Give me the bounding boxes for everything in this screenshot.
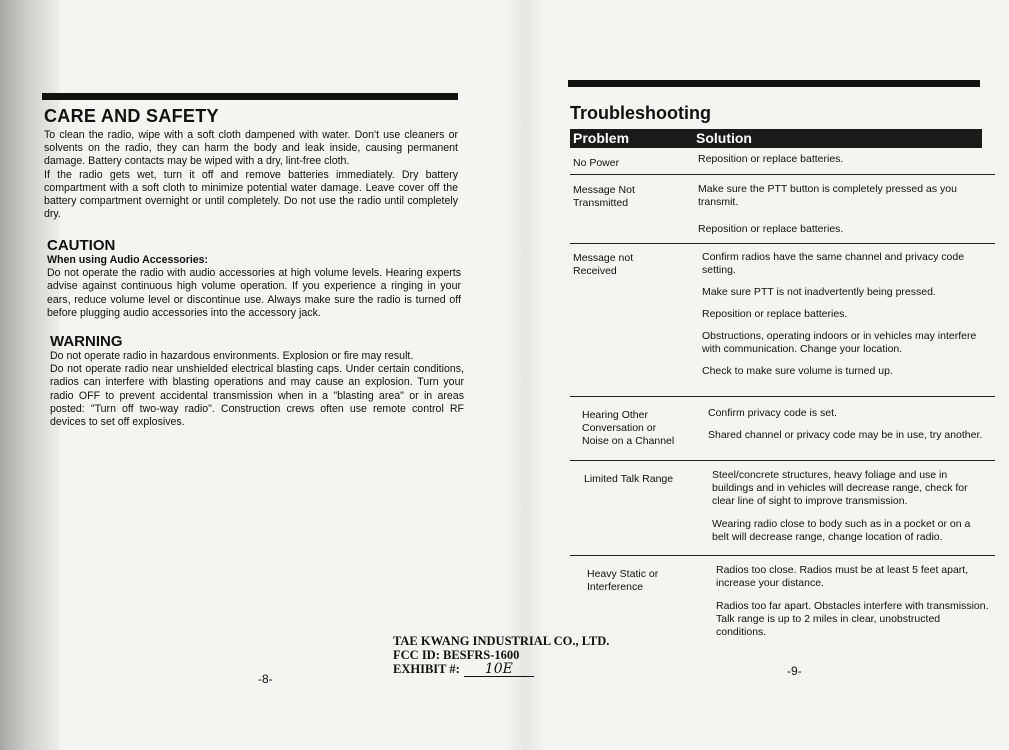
row-solution: Make sure PTT is not inadvertently being pressed. bbox=[702, 286, 936, 298]
row-solution: Reposition or replace batteries. bbox=[698, 223, 844, 235]
row-solutions bbox=[712, 461, 990, 544]
row-solution: Shared channel or privacy code may be in use, try another. bbox=[708, 429, 983, 441]
row-solution: Radios too far apart. Obstacles interfere with transmission. Talk range is up to 2 miles in clear, unobstructed conditions. bbox=[716, 600, 989, 638]
table-row bbox=[570, 556, 995, 648]
warning-paragraph: Do not operate radio in hazardous environments. Explosion or fire may result. bbox=[50, 350, 414, 362]
table-row bbox=[570, 397, 995, 461]
row-solutions bbox=[716, 556, 992, 639]
row-solution: Confirm radios have the same channel and privacy code setting. bbox=[702, 251, 965, 276]
stamp-exhibit-label: EXHIBIT #: bbox=[393, 662, 460, 676]
caution-heading: CAUTION bbox=[47, 237, 116, 254]
row-solutions bbox=[698, 148, 988, 166]
row-problem: Heavy Static or Interference bbox=[587, 568, 659, 593]
row-solution: Obstructions, operating indoors or in vehicles may interfere with communication. Change your location. bbox=[702, 330, 977, 355]
row-problem: No Power bbox=[573, 157, 620, 169]
header-problem: Problem bbox=[573, 130, 630, 146]
row-solution: Check to make sure volume is turned up. bbox=[702, 365, 893, 377]
row-solution: Wearing radio close to body such as in a pocket or on a belt will decrease range, change location of radio. bbox=[712, 518, 971, 543]
row-solution: Confirm privacy code is set. bbox=[708, 407, 837, 419]
stamp-fcc-id: FCC ID: BESFRS-1600 bbox=[393, 648, 520, 662]
header-solution: Solution bbox=[696, 130, 752, 146]
caution-text: Do not operate the radio with audio accessories at high volume levels. Hearing experts advise against continuous high volume operation. If you experience a ringing in your ears, reduce volume level or discontinue use. Always make sure the radio is turned off before plugging audio accessories into the accessory jack. bbox=[47, 267, 461, 319]
caution-section bbox=[47, 237, 461, 320]
table-header bbox=[570, 129, 982, 148]
care-paragraph: To clean the radio, wipe with a soft cloth dampened with water. Don't use cleaners or solvents on the radio, they can harm the body and leak inside, causing permanent damage. Battery contacts may be wiped with a dry, lint-free cloth. bbox=[44, 129, 458, 168]
stamp-exhibit-value: 10E bbox=[464, 662, 534, 677]
table-row bbox=[570, 148, 995, 175]
care-safety-heading: CARE AND SAFETY bbox=[44, 106, 219, 126]
row-problem: Hearing Other Conversation or Noise on a Channel bbox=[582, 409, 675, 447]
row-solution: Reposition or replace batteries. bbox=[702, 308, 848, 320]
care-paragraph: If the radio gets wet, turn it off and remove batteries immediately. Dry battery compartment with a soft cloth to minimize potential water damage. Leave cover off the battery compartment overnight or until completely. Do not use the radio until completely dry. bbox=[44, 168, 458, 221]
row-solution: Reposition or replace batteries. bbox=[698, 153, 844, 165]
row-solutions bbox=[708, 397, 998, 442]
warning-paragraph: Do not operate radio near unshielded electrical blasting caps. Under certain conditions, radios can interfere with blasting operations and may cause an explosion. Turn your radio OFF to prevent accidental transmission when in a "blasting area" or in areas posted: "Turn off two-way radio". Construction crews often use remote control RF devices to set off explosives. bbox=[50, 363, 464, 429]
troubleshooting-heading: Troubleshooting bbox=[570, 103, 711, 123]
left-top-rule bbox=[42, 93, 458, 100]
right-top-rule bbox=[568, 80, 980, 87]
stamp-exhibit-line bbox=[393, 662, 609, 677]
care-section bbox=[44, 129, 458, 221]
troubleshooting-table bbox=[570, 148, 995, 648]
caution-subtitle: When using Audio Accessories: bbox=[47, 254, 209, 266]
row-problem: Message not Received bbox=[573, 252, 634, 277]
stamp-company: TAE KWANG INDUSTRIAL CO., LTD. bbox=[393, 634, 610, 648]
left-page-number: -8- bbox=[258, 672, 273, 686]
row-solutions bbox=[702, 244, 992, 378]
table-row bbox=[570, 175, 995, 244]
row-solution: Steel/concrete structures, heavy foliage and use in buildings and in vehicles will decrease range, check for clear line of sight to improve transmission. bbox=[712, 469, 968, 507]
table-row bbox=[570, 461, 995, 556]
row-solution: Radios too close. Radios must be at least 5 feet apart, increase your distance. bbox=[716, 564, 969, 589]
right-page-number: -9- bbox=[787, 664, 802, 678]
warning-heading: WARNING bbox=[50, 333, 123, 350]
row-problem: Message Not Transmitted bbox=[573, 184, 635, 209]
row-solutions bbox=[698, 175, 988, 236]
warning-section bbox=[50, 333, 464, 429]
table-row bbox=[570, 244, 995, 397]
row-problem: Limited Talk Range bbox=[584, 473, 674, 485]
row-solution: Make sure the PTT button is completely pressed as you transmit. bbox=[698, 183, 957, 208]
